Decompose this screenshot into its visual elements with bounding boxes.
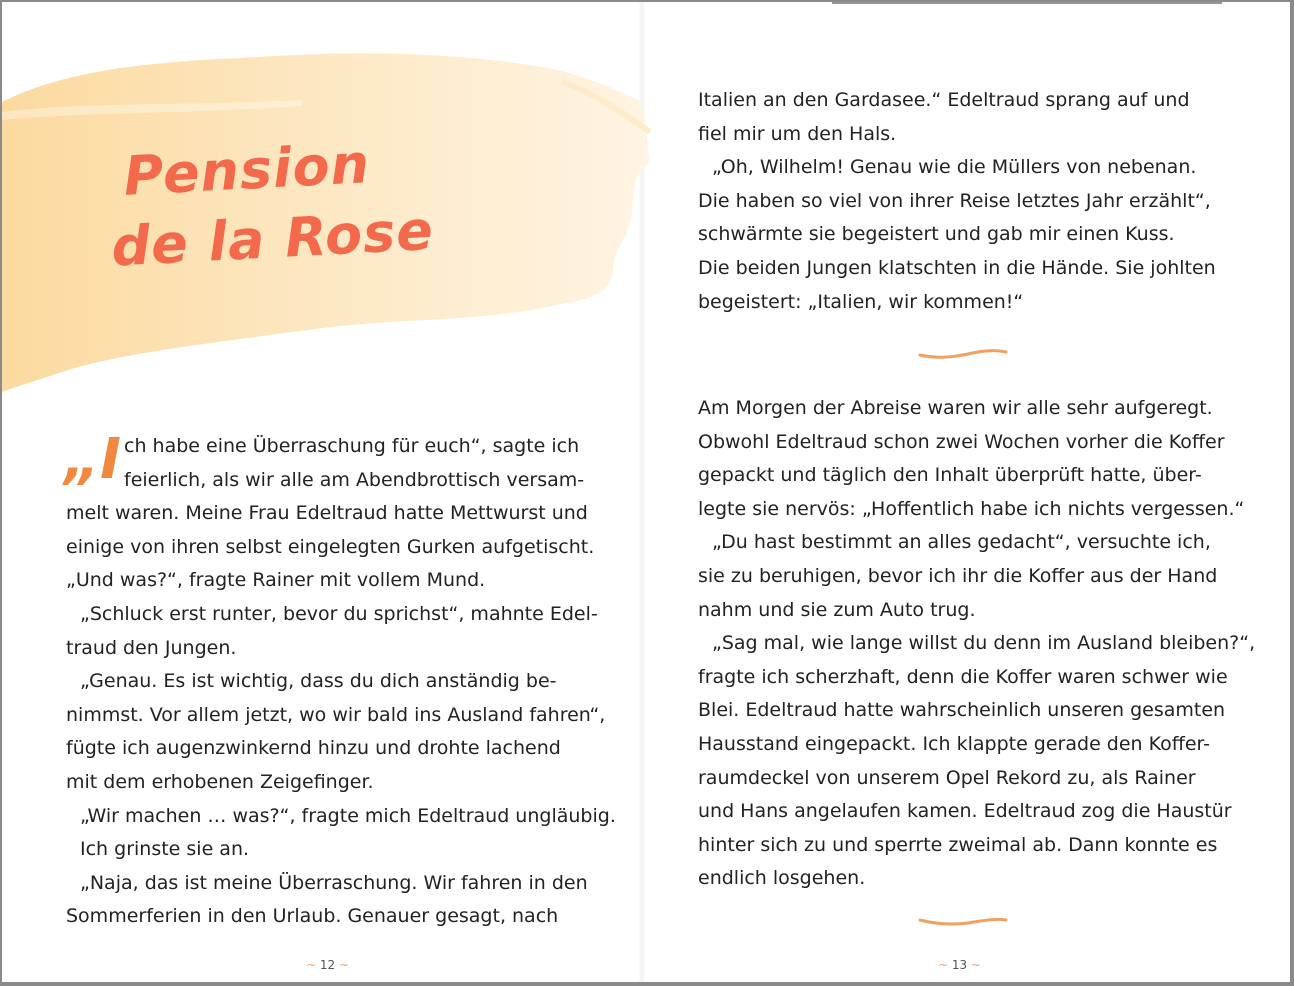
section-end-ornament: [918, 914, 1008, 928]
text-line: „Naja, das ist meine Überraschung. Wir fahren in den: [80, 871, 588, 894]
text-line: „Genau. Es ist wichtig, dass du dich anständig be-: [80, 670, 557, 693]
left-page: [2, 2, 642, 982]
text-line: nimmst. Vor allem jetzt, wo wir bald ins Ausland fahren“,: [66, 703, 606, 726]
text-line: „Und was?“, fragte Rainer mit vollem Mund.: [66, 569, 486, 592]
title-line-1: Pension: [122, 132, 372, 208]
text-line: Blei. Edeltraud hatte wahrscheinlich unseren gesamten: [698, 699, 1226, 722]
text-line: nahm und sie zum Auto trug.: [698, 598, 976, 621]
text-line: legte sie nervös: „Hoffentlich habe ich nichts vergessen.“: [698, 497, 1245, 520]
text-line: einige von ihren selbst eingelegten Gurken aufgetischt.: [66, 535, 595, 558]
text-line: traud den Jungen.: [66, 636, 237, 659]
text-line: und Hans angelaufen kamen. Edeltraud zog die Haustür: [698, 800, 1232, 823]
page-number: [306, 958, 349, 972]
text-line: „Du hast bestimmt an alles gedacht“, versuchte ich,: [712, 531, 1211, 554]
text-line: „Sag mal, wie lange willst du denn im Ausland bleiben?“,: [712, 632, 1256, 655]
left-body-text: [64, 427, 616, 934]
text-line: gepackt und täglich den Inhalt überprüft hatte, über-: [698, 464, 1202, 487]
book-spread: [2, 2, 1290, 982]
section-divider-ornament: [918, 346, 1008, 360]
text-line: raumdeckel von unserem Opel Rekord zu, als Rainer: [698, 766, 1196, 789]
page-number: [938, 958, 981, 972]
text-line: „Wir machen … was?“, fragte mich Edeltraud ungläubig.: [80, 804, 616, 827]
text-line: mit dem erhobenen Zeigefinger.: [66, 770, 374, 793]
text-line: Die haben so viel von ihrer Reise letztes Jahr erzählt“,: [698, 189, 1211, 212]
text-line: „Schluck erst runter, bevor du sprichst“, mahnte Edel-: [80, 602, 598, 625]
right-body-text-bottom: [698, 392, 1258, 896]
dropcap: „I: [64, 427, 121, 492]
text-line: begeistert: „Italien, wir kommen!“: [698, 290, 1024, 313]
dropcap-paragraph: [64, 427, 606, 497]
text-line: endlich losgehen.: [698, 867, 866, 890]
text-line: schwärmte sie begeistert und gab mir einen Kuss.: [698, 223, 1175, 246]
page-number-ornament: ~: [938, 958, 949, 972]
text-line: sie zu beruhigen, bevor ich ihr die Koffer aus der Hand: [698, 564, 1218, 587]
text-line: fiel mir um den Hals.: [698, 122, 897, 145]
text-line: fügte ich augenzwinkernd hinzu und drohte lachend: [66, 737, 561, 760]
text-line: „Oh, Wilhelm! Genau wie die Müllers von nebenan.: [712, 156, 1197, 179]
chapter-title: [109, 126, 436, 282]
text-line: Die beiden Jungen klatschten in die Hände. Sie johlten: [698, 256, 1216, 279]
page-number-ornament: ~: [306, 958, 317, 972]
text-line: ch habe eine Überraschung für euch“, sagte ich: [124, 435, 580, 457]
page-number-ornament: ~: [339, 958, 350, 972]
text-line: Am Morgen der Abreise waren wir alle sehr aufgeregt.: [698, 397, 1213, 419]
text-line: Italien an den Gardasee.“ Edeltraud sprang auf und: [698, 89, 1190, 111]
right-body-text-top: [698, 84, 1258, 319]
page-number-ornament: ~: [971, 958, 982, 972]
text-line: feierlich, als wir alle am Abendbrottisch versam-: [124, 468, 585, 491]
text-line: fragte ich scherzhaft, denn die Koffer waren schwer wie: [698, 665, 1228, 688]
title-line-2: de la Rose: [109, 198, 436, 279]
text-line: melt waren. Meine Frau Edeltraud hatte Mettwurst und: [66, 502, 588, 525]
page-number-value: 12: [319, 958, 336, 972]
page-number-value: 13: [951, 958, 968, 972]
text-line: Ich grinste sie an.: [80, 838, 250, 861]
text-line: hinter sich zu und sperrte zweimal ab. Dann konnte es: [698, 833, 1218, 856]
right-page: [642, 2, 1290, 982]
text-line: Sommerferien in den Urlaub. Genauer gesagt, nach: [66, 905, 559, 928]
text-line: Obwohl Edeltraud schon zwei Wochen vorher die Koffer: [698, 430, 1225, 453]
text-line: Hausstand eingepackt. Ich klappte gerade den Koffer-: [698, 732, 1210, 755]
